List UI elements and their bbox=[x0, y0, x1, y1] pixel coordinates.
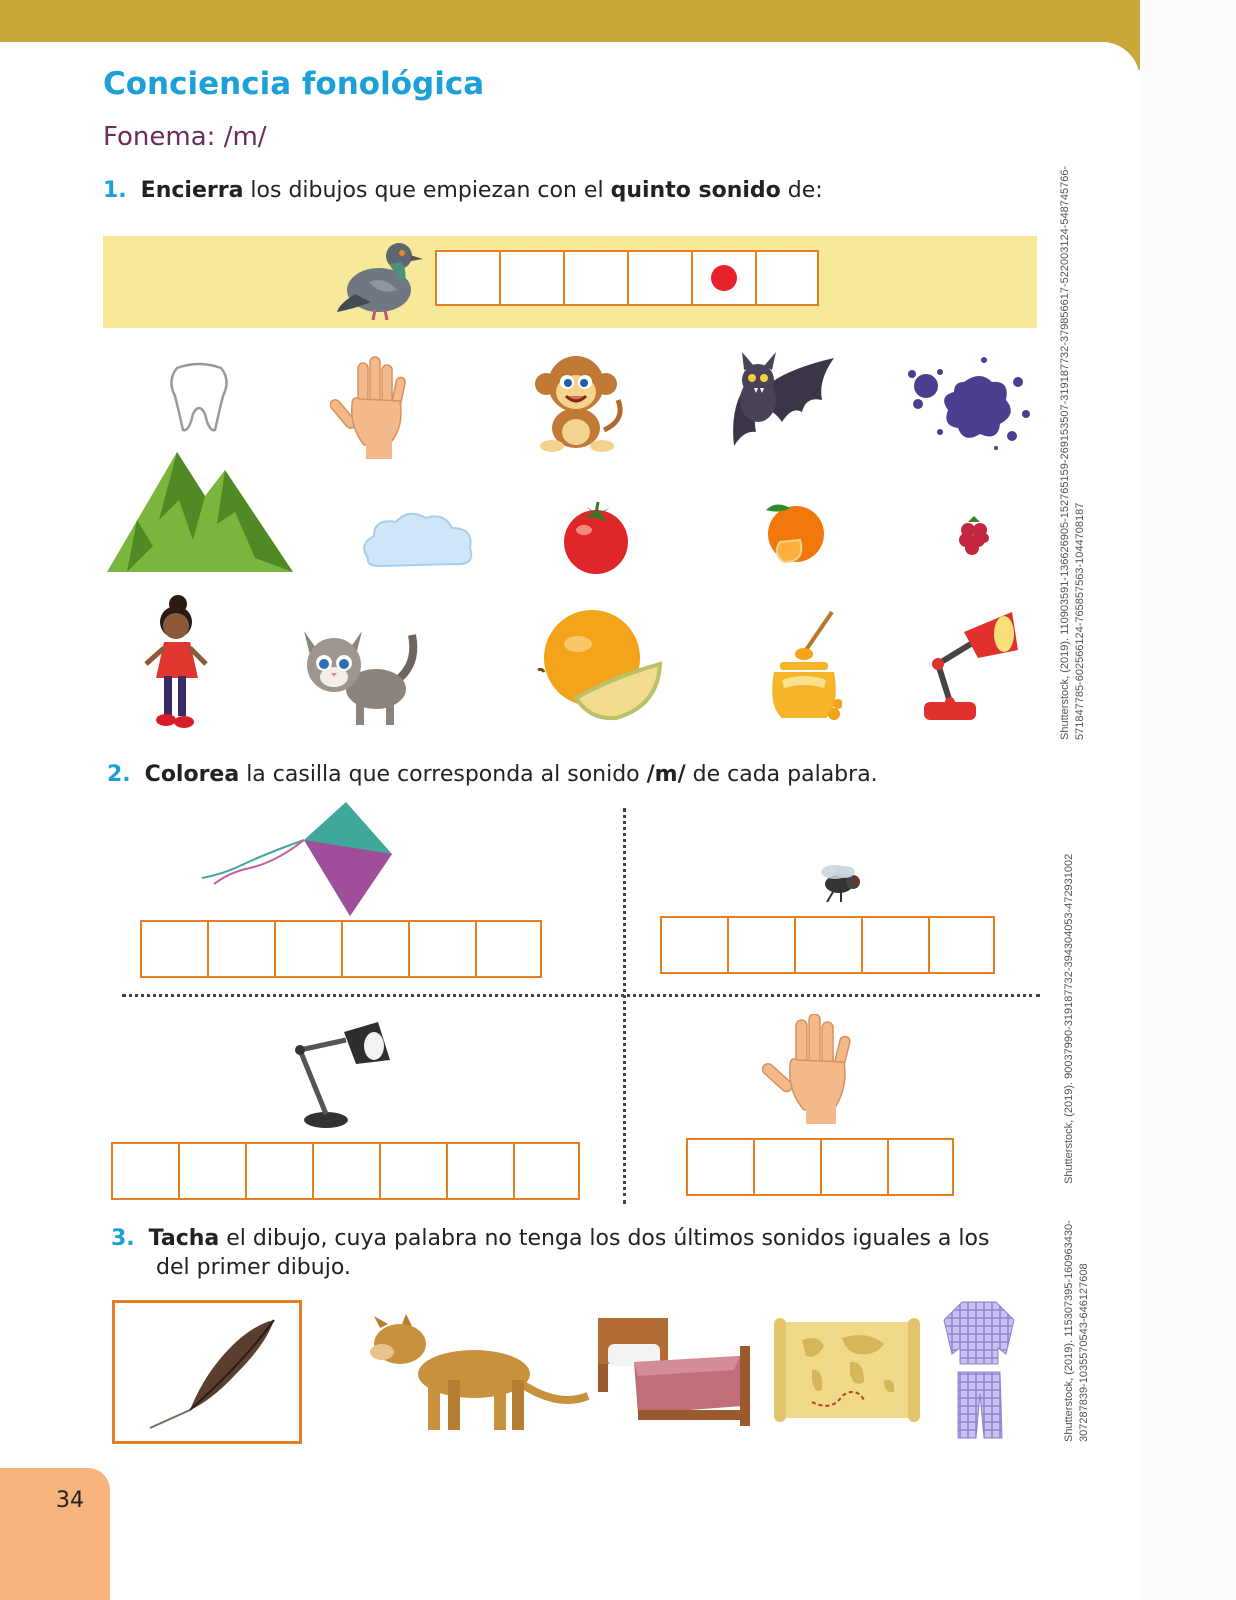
fly-sound-boxes bbox=[660, 916, 995, 974]
kitten-icon[interactable] bbox=[300, 625, 424, 729]
exercise-1-emphasis: quinto sonido bbox=[610, 178, 781, 203]
sound-box[interactable] bbox=[727, 916, 794, 974]
exercise-1-sound-boxes bbox=[435, 250, 819, 306]
fifth-sound-marker bbox=[711, 265, 737, 291]
hand-icon[interactable] bbox=[762, 1014, 866, 1124]
tomato-icon[interactable] bbox=[558, 500, 634, 576]
exercise-1-instruction: 1. Encierra los dibujos que empiezan con el quinto sonido de: bbox=[103, 178, 823, 203]
sound-box-marked[interactable] bbox=[691, 250, 755, 306]
sound-box[interactable] bbox=[563, 250, 627, 306]
map-icon[interactable] bbox=[772, 1316, 922, 1424]
exercise-3-verb: Tacha bbox=[148, 1226, 220, 1251]
phoneme-subtitle: Fonema: /m/ bbox=[103, 122, 267, 152]
mandarin-icon[interactable] bbox=[750, 500, 834, 566]
sound-box[interactable] bbox=[820, 1138, 887, 1196]
exercise-3-number: 3. bbox=[111, 1226, 135, 1251]
page-title: Conciencia fonológica bbox=[103, 66, 485, 102]
hand-sound-boxes bbox=[686, 1138, 954, 1196]
credit-line: Shutterstock, (2019). 115307395-160963430- bbox=[1063, 1220, 1075, 1442]
exercise-1-number: 1. bbox=[103, 178, 127, 203]
monkey-icon[interactable] bbox=[522, 350, 630, 454]
exercise-1-verb: Encierra bbox=[140, 178, 244, 203]
sound-box[interactable] bbox=[513, 1142, 580, 1200]
exercise-3-instruction-line2: del primer dibujo. bbox=[156, 1255, 351, 1280]
fly-icon[interactable] bbox=[815, 858, 867, 904]
puma-icon[interactable] bbox=[362, 1314, 594, 1434]
sound-box[interactable] bbox=[178, 1142, 245, 1200]
sound-box[interactable] bbox=[312, 1142, 379, 1200]
feather-icon[interactable] bbox=[146, 1314, 278, 1432]
sound-box[interactable] bbox=[753, 1138, 820, 1196]
honey-icon[interactable] bbox=[766, 610, 842, 722]
sound-box[interactable] bbox=[245, 1142, 312, 1200]
mountain-icon[interactable] bbox=[107, 450, 293, 572]
sound-box[interactable] bbox=[794, 916, 861, 974]
page-number-tab bbox=[0, 1468, 110, 1600]
bed-icon[interactable] bbox=[594, 1310, 754, 1432]
quadrant-divider-vertical bbox=[623, 808, 626, 1204]
sound-box[interactable] bbox=[408, 920, 475, 978]
sound-box[interactable] bbox=[660, 916, 727, 974]
credit-line: Shutterstock, (2019). 110903591-136626905-152765159-269153507-319187732-379856617-522003124-548745766- bbox=[1059, 165, 1071, 740]
desk-lamp-icon[interactable] bbox=[292, 1020, 396, 1130]
sound-box[interactable] bbox=[274, 920, 341, 978]
sound-box[interactable] bbox=[446, 1142, 513, 1200]
exercise-2-number: 2. bbox=[107, 762, 131, 787]
lamp-icon[interactable] bbox=[916, 604, 1020, 724]
credit-line: Shutterstock, (2019). 90037990-319187732-394304053-472931002 bbox=[1063, 853, 1075, 1184]
girl-icon[interactable] bbox=[140, 594, 212, 732]
sound-box[interactable] bbox=[499, 250, 563, 306]
exercise-2-instruction: 2. Colorea la casilla que corresponda al sonido /m/ de cada palabra. bbox=[107, 762, 878, 787]
sound-box[interactable] bbox=[379, 1142, 446, 1200]
credit-line: 571847785-602566124-765857563-1044708187 bbox=[1074, 502, 1086, 740]
tooth-icon[interactable] bbox=[165, 362, 233, 434]
page-number: 34 bbox=[56, 1488, 84, 1513]
bat-icon[interactable] bbox=[722, 350, 838, 450]
sound-box[interactable] bbox=[627, 250, 691, 306]
hand-icon[interactable] bbox=[330, 355, 416, 459]
exercise-2-emphasis: /m/ bbox=[646, 762, 686, 787]
raspberry-icon[interactable] bbox=[956, 516, 992, 556]
sound-box[interactable] bbox=[755, 250, 819, 306]
ink-stain-icon[interactable] bbox=[900, 352, 1040, 452]
sound-box[interactable] bbox=[341, 920, 408, 978]
sound-box[interactable] bbox=[475, 920, 542, 978]
kite-icon[interactable] bbox=[200, 800, 394, 918]
quadrant-divider-horizontal bbox=[122, 994, 1040, 997]
sound-box[interactable] bbox=[861, 916, 928, 974]
sound-box[interactable] bbox=[207, 920, 274, 978]
cloud-icon[interactable] bbox=[358, 508, 476, 570]
melon-icon[interactable] bbox=[536, 606, 664, 722]
pigeon-icon bbox=[335, 238, 427, 322]
sound-box[interactable] bbox=[887, 1138, 954, 1196]
kite-sound-boxes bbox=[140, 920, 542, 978]
sound-box[interactable] bbox=[435, 250, 499, 306]
pajamas-icon[interactable] bbox=[940, 1298, 1018, 1442]
exercise-2-verb: Colorea bbox=[144, 762, 240, 787]
desk-lamp-sound-boxes bbox=[111, 1142, 580, 1200]
exercise-3-instruction: 3. Tacha el dibujo, cuya palabra no tenga los dos últimos sonidos iguales a los bbox=[111, 1226, 990, 1251]
sound-box[interactable] bbox=[686, 1138, 753, 1196]
sound-box[interactable] bbox=[111, 1142, 178, 1200]
credit-line: 307287839-1035570543-646127608 bbox=[1078, 1263, 1090, 1442]
sound-box[interactable] bbox=[140, 920, 207, 978]
sound-box[interactable] bbox=[928, 916, 995, 974]
